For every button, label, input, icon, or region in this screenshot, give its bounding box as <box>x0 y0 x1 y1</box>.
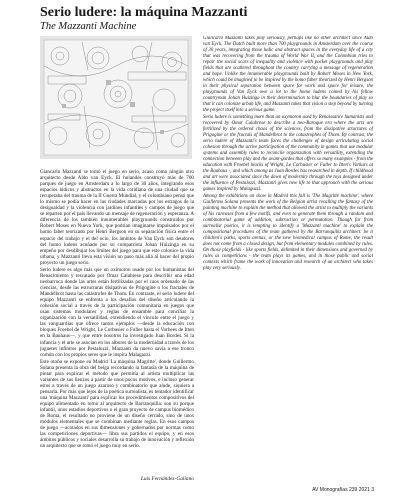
english-paragraph: Serio ludere is something more than an oxymoron used by Renaissance humanists and recovered by Omar Calabrese to describe a neo-Baroque era where the arts are fertilized by the ordered chaos of the sciences, from the dissipative structures of Prigogine or the fractals of Mandelbrot to the catastrophes of Thom. By contrast, the serio ludere of Mazzanti's team faces the challenges of design articulating social cohesion through the active participation of the community in games that use modular systems and assembly rules to reconcile organization with versatility, extending the connection between play and the avant-gardes that offers so many examples - from the education with Froebel blocks of Wright, Le Corbusier or Fuller to Itten's Vorkurs at the Bauhaus -, and which among us Juan Bordes has researched in depth. If childhood and art were associated since the dawn of modernity through the toys designed under the influence of Pestalozzi, Mazzanti gives new life to that approach with the serious games inspired by Malaguzzi. <box>203 115 373 193</box>
geometric-collage-figure <box>40 36 192 159</box>
page-folio: AV Monografías 239 2021 3 <box>312 487 374 493</box>
article-title: Serio ludere: la máquina Mazzanti <box>40 5 248 20</box>
spanish-paragraph: Este otoño se expone en Madrid 'La máquina Magritte', donde Guillermo Solana presenta la obra del belga recordando la fantasía de la máquina de pintar para explicar el método que permitía al artista multiplicar las variantes de sus lienzos a partir de unos pocos motivos, e incluso generar estos a través de un juego azaroso y combinatorio que alude, siquiera a pensarla. Por más que lejos de la poética surrealista, es tentador identificar una 'máquina Mazzanti' para explicar los procedimientos compositivos del equipo alimentado en torno al arquitecto de Barranquilla: son su porque infantil, unos estadios deportivos o el gran proyecto de campus biomédico de Roma, el resultado no proviene de un diseño cerrado, sino de unos módulos elementales que se combinan mediante reglas. En esos campos de juego —acotados en sus dimensiones y gobernados por normas como las competiciones deportivas— libra sus partidos el equipo, y en esos ámbitos públicos y sociales desarrolla su trabajo de innovación y reflexión un arquitecto que se tomó el juego muy en serio. <box>40 358 194 450</box>
english-text-column <box>203 36 373 474</box>
spanish-paragraph: Serio ludere es algo más que un oxímoron usado por los humanistas del Renacimiento y rescatado por Omar Calabrese para describir una edad neobarroca donde las artes están fertilizadas por el caos ordenado de las ciencias, desde las estructuras disipativas de Prigogine o los fractales de Mandelbrot hasta las catástrofes de Thom. En contraste, el serio ludere del equipo Mazzanti se enfrenta a los desafíos del diseño articulando la cohesión social a través de la participación comunitaria en juegos que usan sistemas modulares y reglas de ensamble para conciliar la organización con la versatilidad, extendiendo el vínculo entre el juego y las vanguardias que ofrece tantos ejemplos —desde la educación con bloques Froebel de Wright, Le Corbusier o Fuller hasta el Vorhees de Itten en la Bauhaus—, y que entre nosotros ha investigado Juan Bordes. Si la infancia y el arte se asocian en los albores de la modernidad a través de los juguetes infinitos por Pestalozzi, Mazzanti da nuevo savia a ese tronco común con los propios seres que le inspira Malagazzi. <box>40 266 194 358</box>
article-subtitle: The Mazzanti Machine <box>40 21 137 32</box>
author-signature: Luis Fernández-Galiano <box>140 476 194 482</box>
spanish-text-column <box>40 169 194 487</box>
english-paragraph: Among the exhibitions on show in Madrid this fall is 'The Magritte machine', where Guillermo Solana presents the work of the Belgian artist recalling the fantasy of the painting machine to explain the method that allowed the artist to multiply the variants of his canvases from a few motifs, and even to generate them through a random and combinatorial game of addition, subtraction or permutation. Though far from surrealist poetics, it is tempting to identify a 'Mazzanti machine' to explain the compositional procedures of the team gathered by the Barranquilla architect: be it children's parks, sports arenas, or the new biomedical campus of Rome, the result does not come from a closed design, but from elementary modules combined by rules. On those playfields - like sports fields, delimited in their dimensions and governed by rules as competitions - the team plays its games, and in those public and social contexts which frame the work of innovation and research of an architect who takes play very seriously. <box>203 194 373 272</box>
spanish-paragraph: Giancarlo Mazzanti se tomó el juego en serio, acaso como ningún otro arquitecto desde Aldo van Eyck. El holandés construyó más de 700 parques de juego en Amsterdam a lo largo de 30 años, integrando esos espacios lúdicos y abstractos en la vida cotidiana de una ciudad que se recuperaba del trauma de la II Guerra Mundial, y el colombiano pensó que lo mismo se podía hacer en las ciudades marcadas por los estragos de la desigualdad y la violencia con jardines infantiles y campos de juego que se reparten por el país llevando un mensaje de regeneración y esperanza. A diferencia de los también innumerables playgrounds construidos por Robert Moses en Nueva York, que podrían imaginarse impulsados por el homo faber teorizado por Henri Bergson en su separación física entre el espacio del trabajo y el del ocio, los ámbitos de Van Eyck son deudores del homo ludens acuñado por su compatriota Johan Huizinga en su empeño por desdibujar los límites del juego para que este colonice la vida urbana, y Mazzanti lleva esta visión un paso más allá al hacer del propio proyecto un juego serio. <box>40 169 194 266</box>
english-paragraph: Giancarlo Mazzanti takes play seriously, perhaps like no other architect since Aldo van Eyck. The Dutch built more than 700 playgrounds in Amsterdam over the course of 30 years, integrating those ludic and abstract spaces in the everyday life of a city that was recovering from the trauma of World War II, and the Colombian tries to repair the social scars of inequality and violence with pocket playgrounds and play fields that are scattered throughout the country carrying a message of regeneration and hope. Unlike the innumerable playgrounds built by Robert Moses in New York, which could be imagined to be inspired by the homo faber theorized by Henri Bergson in their physical separation between space for work and space for leisure, the playgrounds of Van Eyck owe a lot to the homo ludens coined by his fellow countryman Johan Huizinga in their determination to blur the boundaries of play so that it can colonize urban life, and Mazzanti takes that vision a step beyond by turning the project itself into a serious game. <box>203 36 373 113</box>
